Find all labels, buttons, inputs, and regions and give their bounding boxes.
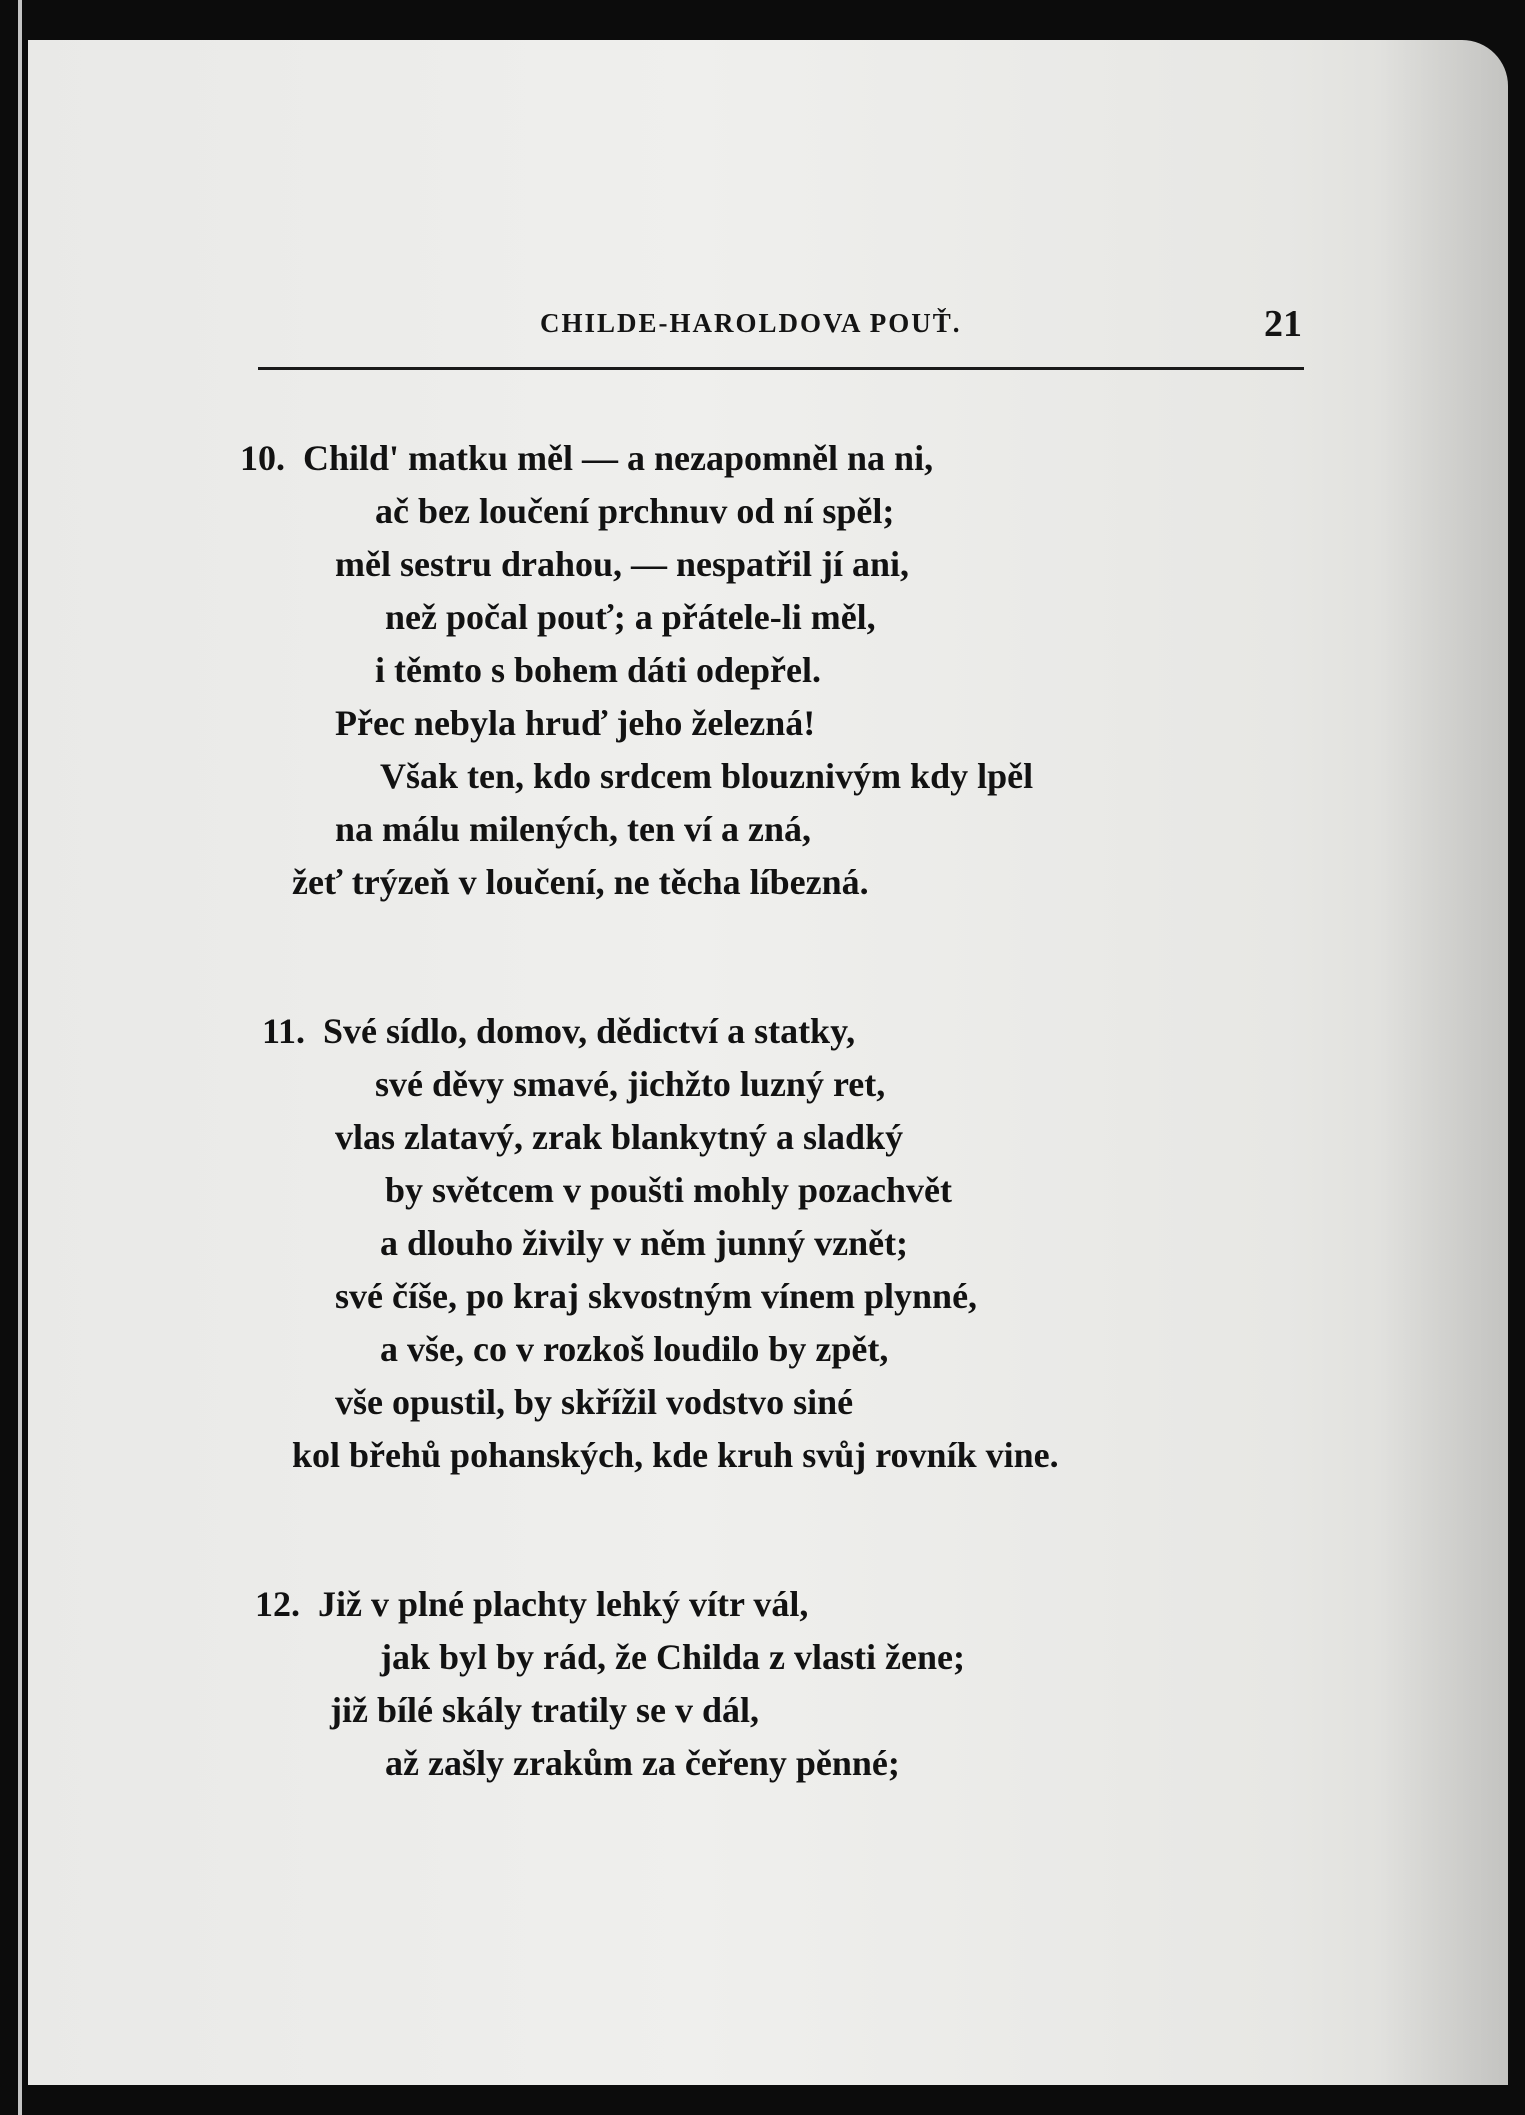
verse-line: měl sestru drahou, — nespatřil jí ani, [335,544,910,584]
verse-text: Již v plné plachty lehký vítr vál, [318,1584,809,1624]
stanza-number: 10. [240,438,285,478]
verse-line: kol břehů pohanských, kde kruh svůj rovník vine. [292,1435,1059,1475]
page-number: 21 [1264,303,1302,345]
stanza-number: 11. [262,1011,306,1051]
verse-text: Své sídlo, domov, dědictví a statky, [323,1011,856,1051]
verse-line: vlas zlatavý, zrak blankytný a sladký [335,1117,904,1157]
verse-text: Child' matku měl — a nezapomněl na ni, [303,438,934,478]
verse-line: jak byl by rád, že Childa z vlasti žene; [380,1637,965,1677]
verse-line: vše opustil, by skřížil vodstvo siné [335,1382,854,1422]
verse-line: Však ten, kdo srdcem blouznivým kdy lpěl [380,756,1034,796]
verse-line: Přec nebyla hruď jeho železná! [335,703,816,743]
verse-line: ač bez loučení prchnuv od ní spěl; [375,491,895,531]
verse-line: své děvy smavé, jichžto luzný ret, [375,1064,886,1104]
verse-line [262,1013,855,1049]
verse-line: a vše, co v rozkoš loudilo by zpět, [380,1329,889,1369]
verse-line: a dlouho živily v něm junný vznět; [380,1223,909,1263]
verse-line: již bílé skály tratily se v dál, [330,1690,759,1730]
binding-edge [18,0,22,2115]
header-rule [258,367,1304,370]
verse-line: by světcem v poušti mohly pozachvět [385,1170,952,1210]
verse-line: své číše, po kraj skvostným vínem plynné, [335,1276,978,1316]
verse-line: až zašly zrakům za čeřeny pěnné; [385,1743,900,1783]
verse-line: žeť trýzeň v loučení, ne těcha líbezná. [292,862,869,902]
running-title: CHILDE-HAROLDOVA POUŤ. [540,308,962,338]
verse-line: na málu milených, ten ví a zná, [335,809,812,849]
verse-line: i těmto s bohem dáti odepřel. [375,650,821,690]
stanza-number: 12. [255,1584,300,1624]
verse-line: než počal pouť; a přátele-li měl, [385,597,876,637]
verse-line [240,440,933,476]
page-header [258,303,1302,348]
verse-line [255,1586,808,1622]
